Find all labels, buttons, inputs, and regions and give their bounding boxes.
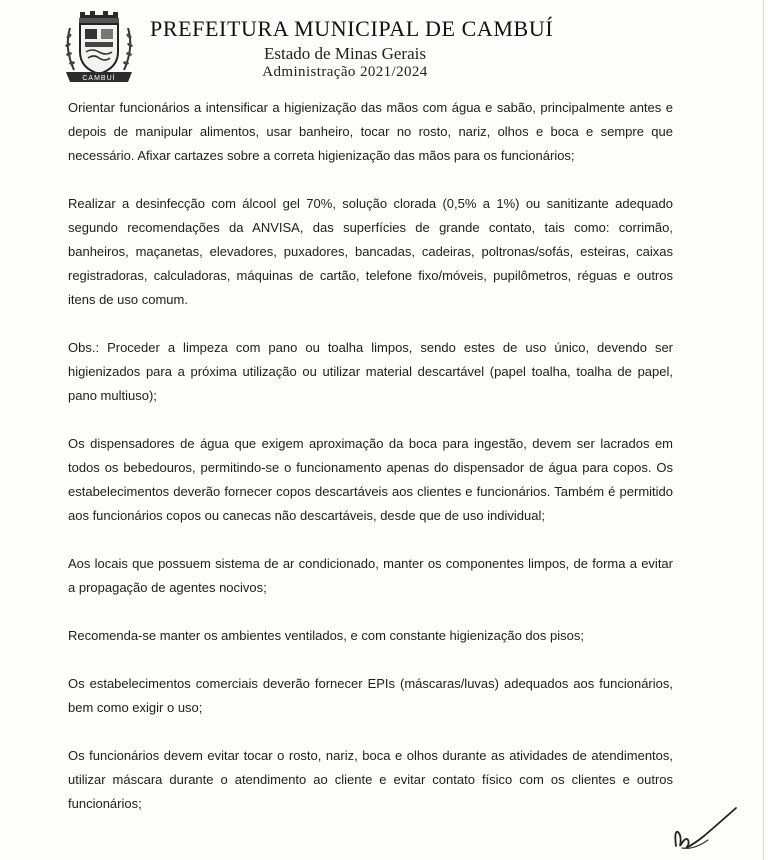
- crest-ribbon-text: CAMBUÍ: [82, 75, 116, 82]
- paragraph-cleaning-note: Obs.: Proceder a limpeza com pano ou toalha limpos, sendo estes de uso único, devendo ser higienizados para a próxima utilização ou utilizar material descartável (papel toalha, toalha de papel, pano multiuso);: [68, 340, 673, 403]
- administration-period: Administração 2021/2024: [262, 64, 428, 80]
- paragraph-air-conditioning: Aos locais que possuem sistema de ar condicionado, manter os componentes limpos, de forma a evitar a propagação de agentes nocivos;: [68, 556, 673, 595]
- paragraph-employee-conduct: Os funcionários devem evitar tocar o rosto, nariz, boca e olhos durante as atividades de atendimentos, utilizar máscara durante o atendimento ao cliente e evitar contato físico com os clientes e outros funcionários;: [68, 748, 673, 811]
- signature-icon: [664, 800, 744, 856]
- paragraph-ventilation: Recomenda-se manter os ambientes ventilados, e com constante higienização dos pisos;: [68, 628, 584, 643]
- letterhead: [0, 0, 768, 92]
- paragraph-ppe: Os estabelecimentos comerciais deverão fornecer EPIs (máscaras/luvas) adequados aos funcionários, bem como exigir o uso;: [68, 676, 673, 715]
- paragraph-surface-disinfection: Realizar a desinfecção com álcool gel 70%, solução clorada (0,5% a 1%) ou sanitizante adequado segundo recomendações da ANVISA, das superfícies de grande contato, tais como: corrimão, banheiros, maçanetas, elevadores, puxadores, bancadas, cadeiras, poltronas/sofás, esteiras, caixas registradoras, calculadoras, máquinas de cartão, telefone fixo/móveis, pupilômetros, réguas e outros itens de uso comum.: [68, 196, 673, 307]
- coat-of-arms-icon: [60, 8, 138, 86]
- document-body: [68, 96, 673, 840]
- paragraph-hand-hygiene: Orientar funcionários a intensificar a higienização das mãos com água e sabão, principalmente antes e depois de manipular alimentos, usar banheiro, tocar no rosto, nariz, olhos e boca e sempre que necessário. Afixar cartazes sobre a correta higienização das mãos para os funcionários;: [68, 100, 673, 163]
- state-name: Estado de Minas Gerais: [264, 44, 426, 63]
- municipality-title: PREFEITURA MUNICIPAL DE CAMBUÍ: [150, 16, 554, 41]
- page-edge-shadow: [763, 0, 764, 860]
- paragraph-water-dispensers: Os dispensadores de água que exigem aproximação da boca para ingestão, devem ser lacrados em todos os bebedouros, permitindo-se o funcionamento apenas do dispensador de água para copos. Os estabelecimentos deverão fornecer copos descartáveis aos clientes e funcionários. Também é permitido aos funcionários copos ou canecas não descartáveis, desde que de uso individual;: [68, 436, 673, 523]
